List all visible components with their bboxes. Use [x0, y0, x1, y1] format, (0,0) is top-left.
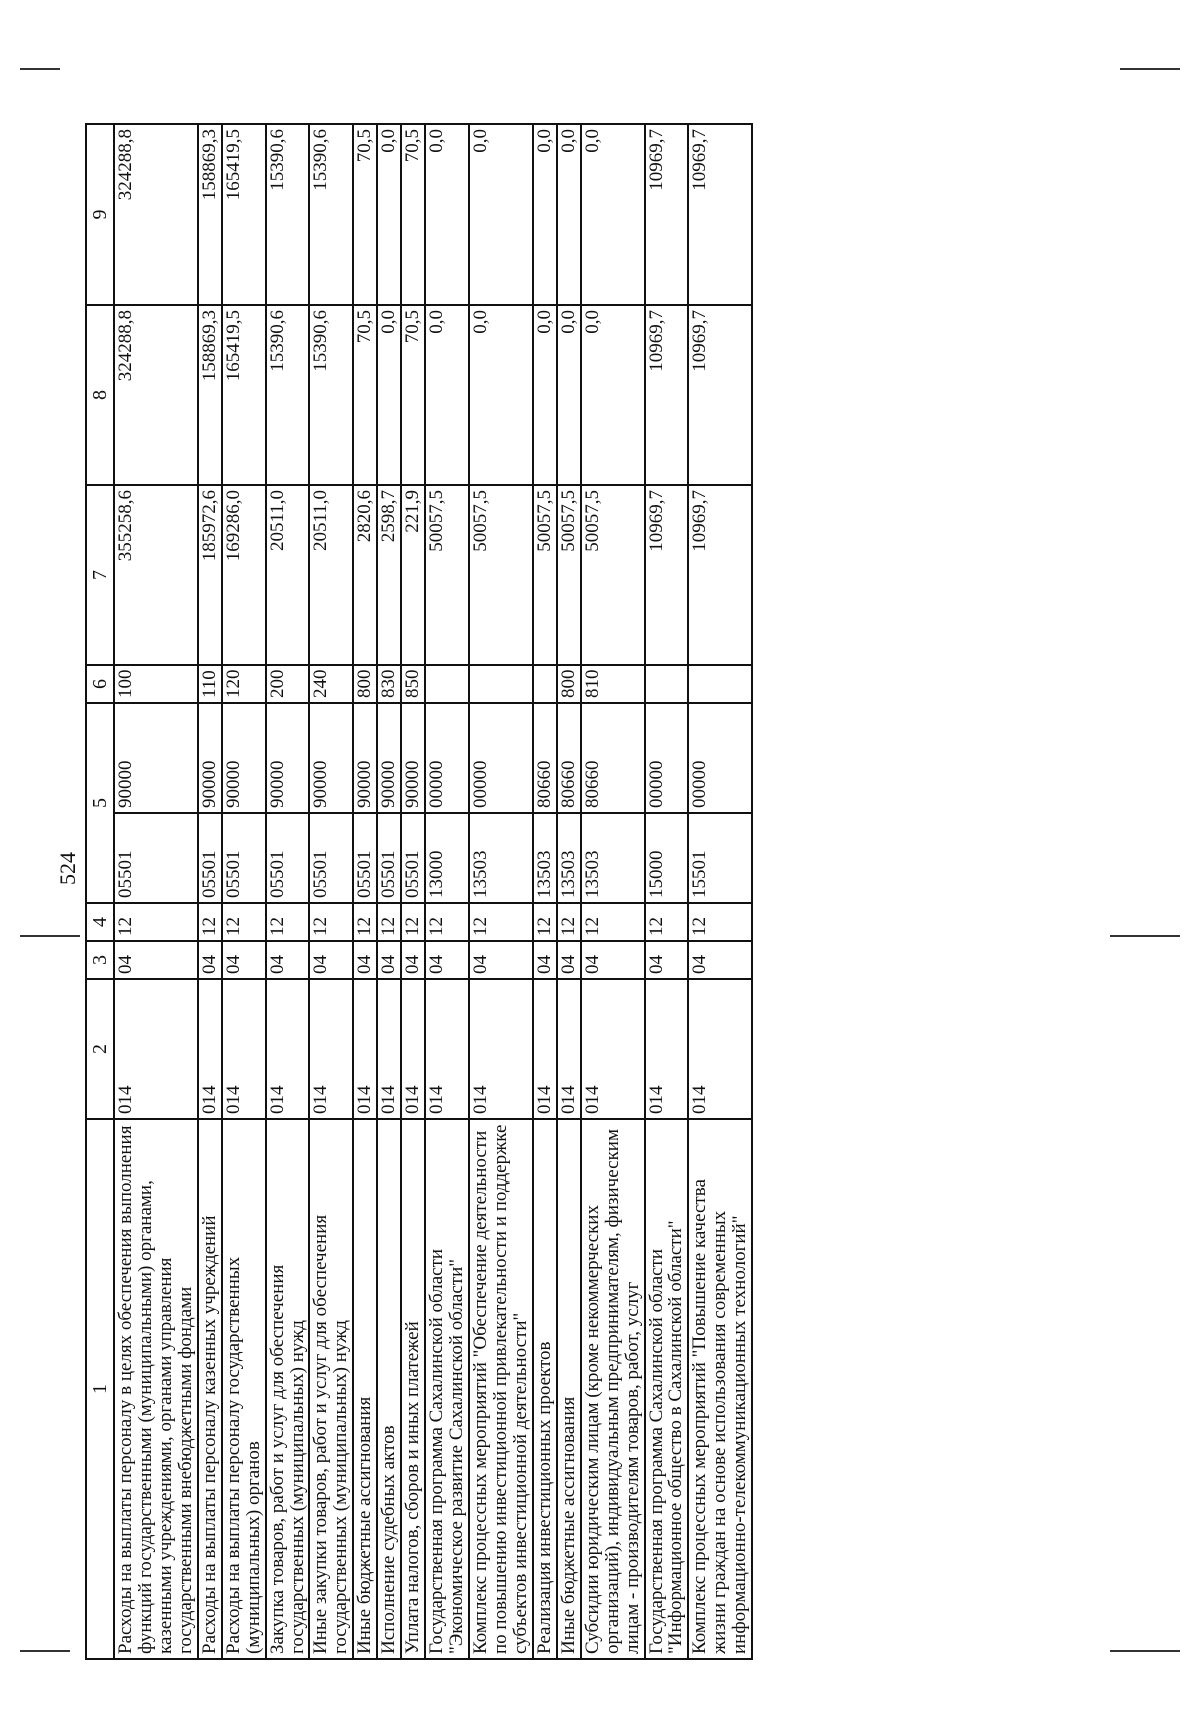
- row-value-8: 0,0: [581, 305, 645, 485]
- page-number: 524: [55, 852, 80, 885]
- row-target-article-2: 90000: [114, 703, 198, 813]
- row-section: 04: [469, 941, 533, 979]
- row-grbs: 014: [401, 979, 425, 1119]
- row-grbs: 014: [114, 979, 198, 1119]
- row-grbs: 014: [198, 979, 222, 1119]
- row-subsection: 12: [469, 903, 533, 941]
- row-target-article-1: 05501: [222, 813, 266, 903]
- row-grbs: 014: [266, 979, 310, 1119]
- row-expense-type: 100: [114, 665, 198, 703]
- row-name: Иные закупки товаров, работ и услуг для обеспечения государственных (муниципальных) нужд: [309, 1119, 353, 1659]
- row-value-8: 0,0: [469, 305, 533, 485]
- row-target-article-2: 80660: [557, 703, 581, 813]
- header-row: [86, 124, 114, 1659]
- row-subsection: 12: [198, 903, 222, 941]
- row-target-article-2: 90000: [377, 703, 401, 813]
- row-value-7: 185972,6: [198, 485, 222, 665]
- row-grbs: 014: [425, 979, 469, 1119]
- row-name: Государственная программа Сахалинской области "Информационное общество в Сахалинской области": [645, 1119, 689, 1659]
- row-subsection: 12: [533, 903, 557, 941]
- row-subsection: 12: [309, 903, 353, 941]
- row-section: 04: [533, 941, 557, 979]
- row-target-article-1: 05501: [198, 813, 222, 903]
- row-target-article-1: 15501: [688, 813, 752, 903]
- col-header-7: 7: [86, 485, 114, 665]
- row-target-article-2: 00000: [645, 703, 689, 813]
- row-expense-type: 120: [222, 665, 266, 703]
- row-value-9: 0,0: [425, 124, 469, 305]
- row-target-article-2: 90000: [222, 703, 266, 813]
- row-value-9: 70,5: [401, 124, 425, 305]
- row-target-article-2: 90000: [198, 703, 222, 813]
- col-header-6: 6: [86, 665, 114, 703]
- row-value-7: 20511,0: [309, 485, 353, 665]
- row-target-article-1: 13503: [557, 813, 581, 903]
- row-name: Иные бюджетные ассигнования: [557, 1119, 581, 1659]
- row-subsection: 12: [688, 903, 752, 941]
- row-value-7: 50057,5: [533, 485, 557, 665]
- row-value-7: 355258,6: [114, 485, 198, 665]
- row-value-7: 20511,0: [266, 485, 310, 665]
- row-grbs: 014: [469, 979, 533, 1119]
- row-expense-type: [533, 665, 557, 703]
- row-target-article-2: 80660: [581, 703, 645, 813]
- col-header-8: 8: [86, 305, 114, 485]
- row-expense-type: 110: [198, 665, 222, 703]
- row-name: Комплекс процессных мероприятий "Обеспечение деятельности по повышению инвестиционной привлекательности и поддержке субъектов инвестиционной деятельности": [469, 1119, 533, 1659]
- row-value-8: 0,0: [533, 305, 557, 485]
- row-name: Государственная программа Сахалинской области "Экономическое развитие Сахалинской области": [425, 1119, 469, 1659]
- table-body: [114, 124, 752, 1659]
- row-grbs: 014: [688, 979, 752, 1119]
- row-value-8: 70,5: [401, 305, 425, 485]
- row-value-7: 2820,6: [353, 485, 377, 665]
- row-section: 04: [581, 941, 645, 979]
- row-value-8: 10969,7: [688, 305, 752, 485]
- row-expense-type: 200: [266, 665, 310, 703]
- row-section: 04: [309, 941, 353, 979]
- row-target-article-2: 00000: [688, 703, 752, 813]
- row-grbs: 014: [222, 979, 266, 1119]
- row-section: 04: [266, 941, 310, 979]
- table-row: [353, 124, 377, 1659]
- row-grbs: 014: [645, 979, 689, 1119]
- row-section: 04: [198, 941, 222, 979]
- table-row: [581, 124, 645, 1659]
- row-subsection: 12: [266, 903, 310, 941]
- row-section: 04: [425, 941, 469, 979]
- row-grbs: 014: [309, 979, 353, 1119]
- row-value-7: 10969,7: [645, 485, 689, 665]
- row-subsection: 12: [401, 903, 425, 941]
- row-value-8: 70,5: [353, 305, 377, 485]
- row-section: 04: [222, 941, 266, 979]
- row-name: Уплата налогов, сборов и иных платежей: [401, 1119, 425, 1659]
- row-target-article-1: 13000: [425, 813, 469, 903]
- budget-table: [85, 123, 753, 1660]
- row-value-8: 165419,5: [222, 305, 266, 485]
- row-expense-type: 800: [353, 665, 377, 703]
- row-value-7: 50057,5: [581, 485, 645, 665]
- row-expense-type: 800: [557, 665, 581, 703]
- row-target-article-1: 05501: [266, 813, 310, 903]
- row-section: 04: [557, 941, 581, 979]
- row-grbs: 014: [557, 979, 581, 1119]
- row-value-8: 15390,6: [266, 305, 310, 485]
- row-value-7: 50057,5: [557, 485, 581, 665]
- row-section: 04: [377, 941, 401, 979]
- row-target-article-1: 15000: [645, 813, 689, 903]
- row-value-9: 158869,3: [198, 124, 222, 305]
- row-value-8: 158869,3: [198, 305, 222, 485]
- row-value-9: 324288,8: [114, 124, 198, 305]
- row-value-9: 15390,6: [309, 124, 353, 305]
- row-section: 04: [353, 941, 377, 979]
- row-target-article-1: 05501: [114, 813, 198, 903]
- table-row: [377, 124, 401, 1659]
- row-name: Комплекс процессных мероприятий "Повышение качества жизни граждан на основе использования современных информационно-телекоммуникационных технологий": [688, 1119, 752, 1659]
- row-section: 04: [645, 941, 689, 979]
- row-target-article-2: 00000: [425, 703, 469, 813]
- row-value-9: 0,0: [581, 124, 645, 305]
- row-target-article-2: 90000: [353, 703, 377, 813]
- row-value-7: 221,9: [401, 485, 425, 665]
- table-row: [198, 124, 222, 1659]
- row-target-article-1: 05501: [377, 813, 401, 903]
- row-expense-type: 240: [309, 665, 353, 703]
- row-value-8: 10969,7: [645, 305, 689, 485]
- row-value-9: 0,0: [469, 124, 533, 305]
- row-value-8: 0,0: [377, 305, 401, 485]
- row-value-7: 50057,5: [469, 485, 533, 665]
- row-expense-type: 830: [377, 665, 401, 703]
- row-value-9: 15390,6: [266, 124, 310, 305]
- row-expense-type: 850: [401, 665, 425, 703]
- row-name: Реализация инвестиционных проектов: [533, 1119, 557, 1659]
- row-expense-type: [645, 665, 689, 703]
- table-row: [688, 124, 752, 1659]
- scan-line: [20, 68, 60, 70]
- row-expense-type: [469, 665, 533, 703]
- row-name: Расходы на выплаты персоналу в целях обеспечения выполнения функций государственными (муниципальными) органами, казенными учреждениями, органами управления государственными внебюджетными фондами: [114, 1119, 198, 1659]
- row-value-7: 50057,5: [425, 485, 469, 665]
- row-subsection: 12: [557, 903, 581, 941]
- row-name: Субсидии юридическим лицам (кроме некоммерческих организаций), индивидуальным предпринимателям, физическим лицам - производителям товаров, работ, услуг: [581, 1119, 645, 1659]
- row-subsection: 12: [581, 903, 645, 941]
- row-value-8: 15390,6: [309, 305, 353, 485]
- row-expense-type: 810: [581, 665, 645, 703]
- row-section: 04: [401, 941, 425, 979]
- col-header-2: 2: [86, 979, 114, 1119]
- row-name: Исполнение судебных актов: [377, 1119, 401, 1659]
- table-row: [425, 124, 469, 1659]
- row-subsection: 12: [114, 903, 198, 941]
- row-grbs: 014: [353, 979, 377, 1119]
- row-value-8: 0,0: [425, 305, 469, 485]
- row-value-9: 0,0: [557, 124, 581, 305]
- row-target-article-1: 05501: [353, 813, 377, 903]
- col-header-5: 5: [86, 703, 114, 903]
- table-row: [401, 124, 425, 1659]
- row-grbs: 014: [377, 979, 401, 1119]
- row-value-9: 0,0: [377, 124, 401, 305]
- row-target-article-2: 90000: [309, 703, 353, 813]
- row-subsection: 12: [353, 903, 377, 941]
- row-subsection: 12: [645, 903, 689, 941]
- row-subsection: 12: [377, 903, 401, 941]
- table-row: [266, 124, 310, 1659]
- col-header-9: 9: [86, 124, 114, 305]
- col-header-4: 4: [86, 903, 114, 941]
- row-grbs: 014: [533, 979, 557, 1119]
- table-row: [222, 124, 266, 1659]
- row-value-7: 169286,0: [222, 485, 266, 665]
- row-target-article-1: 13503: [581, 813, 645, 903]
- row-target-article-1: 05501: [401, 813, 425, 903]
- table-row: [114, 124, 198, 1659]
- row-value-9: 165419,5: [222, 124, 266, 305]
- row-section: 04: [114, 941, 198, 979]
- table-row: [469, 124, 533, 1659]
- row-name: Расходы на выплаты персоналу государственных (муниципальных) органов: [222, 1119, 266, 1659]
- row-value-9: 70,5: [353, 124, 377, 305]
- row-value-9: 10969,7: [688, 124, 752, 305]
- row-value-8: 324288,8: [114, 305, 198, 485]
- table-row: [533, 124, 557, 1659]
- row-name: Иные бюджетные ассигнования: [353, 1119, 377, 1659]
- row-target-article-1: 13503: [533, 813, 557, 903]
- row-name: Закупка товаров, работ и услуг для обеспечения государственных (муниципальных) нужд: [266, 1119, 310, 1659]
- row-subsection: 12: [425, 903, 469, 941]
- rotated-page: [55, 60, 1155, 1660]
- row-target-article-2: 90000: [266, 703, 310, 813]
- row-value-9: 0,0: [533, 124, 557, 305]
- row-target-article-2: 90000: [401, 703, 425, 813]
- row-target-article-2: 00000: [469, 703, 533, 813]
- col-header-1: 1: [86, 1119, 114, 1659]
- table-row: [557, 124, 581, 1659]
- table-row: [645, 124, 689, 1659]
- row-expense-type: [425, 665, 469, 703]
- row-value-7: 2598,7: [377, 485, 401, 665]
- row-target-article-1: 05501: [309, 813, 353, 903]
- row-value-8: 0,0: [557, 305, 581, 485]
- row-grbs: 014: [581, 979, 645, 1119]
- row-subsection: 12: [222, 903, 266, 941]
- row-target-article-2: 80660: [533, 703, 557, 813]
- row-value-7: 10969,7: [688, 485, 752, 665]
- row-section: 04: [688, 941, 752, 979]
- table-row: [309, 124, 353, 1659]
- row-target-article-1: 13503: [469, 813, 533, 903]
- row-name: Расходы на выплаты персоналу казенных учреждений: [198, 1119, 222, 1659]
- row-expense-type: [688, 665, 752, 703]
- col-header-3: 3: [86, 941, 114, 979]
- row-value-9: 10969,7: [645, 124, 689, 305]
